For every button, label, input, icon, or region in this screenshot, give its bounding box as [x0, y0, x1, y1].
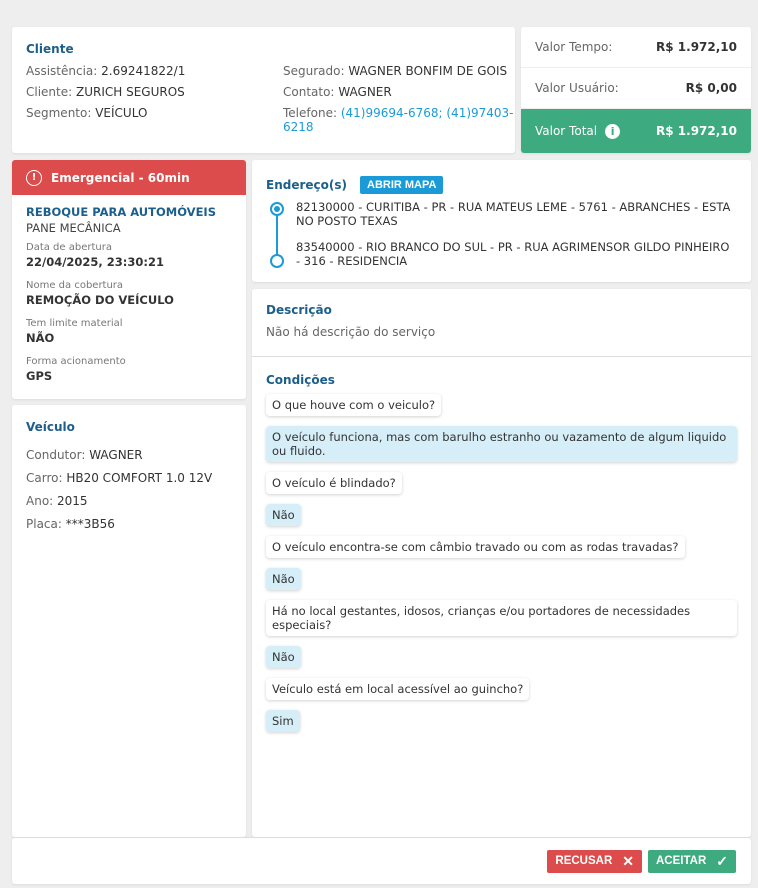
field-label: Forma acionamento	[26, 356, 126, 367]
origin-marker-icon	[270, 202, 284, 216]
field-label: Data de abertura	[26, 242, 112, 253]
valor-total-value: R$ 1.972,10	[656, 124, 737, 138]
emergency-label: Emergencial - 60min	[51, 170, 190, 185]
valor-usuario-value: R$ 0,00	[685, 81, 737, 95]
emergency-badge	[12, 160, 246, 195]
address-title: Endereço(s)	[266, 178, 347, 192]
field-value: NÃO	[26, 331, 55, 345]
segurado-row	[283, 64, 507, 78]
close-icon: ✕	[622, 852, 634, 869]
refuse-label: RECUSAR	[555, 855, 613, 867]
condition-answer: Não	[266, 504, 301, 526]
service-card	[12, 160, 246, 399]
field-value: REMOÇÃO DO VEÍCULO	[26, 293, 174, 307]
segmento-value: VEÍCULO	[95, 106, 148, 120]
valor-total-row	[521, 109, 751, 153]
placa-label: Placa:	[26, 517, 62, 531]
client-title: Cliente	[26, 42, 74, 56]
condition-question: Veículo está em local acessível ao guincho?	[266, 678, 529, 700]
vehicle-card	[12, 405, 246, 837]
condition-answer: Não	[266, 646, 301, 668]
ano-label: Ano:	[26, 494, 54, 508]
valor-total-label-wrap	[535, 124, 620, 139]
details-card	[252, 289, 751, 837]
accept-button[interactable]	[648, 850, 736, 873]
vehicle-title: Veículo	[26, 420, 75, 434]
description-section	[252, 289, 751, 357]
valor-tempo-label: Valor Tempo:	[535, 40, 613, 54]
field-value: 22/04/2025, 23:30:21	[26, 255, 164, 269]
segmento-row	[26, 106, 147, 120]
conditions-title: Condições	[266, 373, 335, 387]
contato-value: WAGNER	[338, 85, 392, 99]
open-map-button[interactable]: ABRIR MAPA	[360, 176, 443, 194]
placa-row	[26, 517, 232, 531]
ano-row	[26, 494, 232, 508]
refuse-button[interactable]	[547, 850, 642, 873]
assistencia-label: Assistência:	[26, 64, 98, 78]
address-destination: 83540000 - RIO BRANCO DO SUL - PR - RUA AGRIMENSOR GILDO PINHEIRO - 316 - RESIDENCIA	[296, 240, 730, 268]
accept-label: ACEITAR	[656, 855, 707, 867]
footer-bar	[12, 837, 751, 884]
address-card	[252, 160, 751, 282]
address-origin: 82130000 - CURITIBA - PR - RUA MATEUS LEME - 5761 - ABRANCHES - ESTA NO POSTO TEXAS	[296, 200, 731, 228]
service-title: REBOQUE PARA AUTOMÓVEIS	[26, 205, 216, 219]
condition-question: Há no local gestantes, idosos, crianças e/ou portadores de necessidades especiais?	[266, 600, 737, 636]
valor-tempo-row	[521, 27, 751, 68]
condition-answer: Não	[266, 568, 301, 590]
segmento-label: Segmento:	[26, 106, 92, 120]
field-value: GPS	[26, 369, 53, 383]
valor-usuario-label: Valor Usuário:	[535, 81, 619, 95]
contato-row	[283, 85, 392, 99]
carro-value: HB20 COMFORT 1.0 12V	[66, 471, 213, 485]
cliente-row	[26, 85, 185, 99]
description-title: Descrição	[266, 303, 332, 317]
telefone-link-2[interactable]: (41)97403-6218	[283, 106, 514, 134]
condition-answer: O veículo funciona, mas com barulho estranho ou vazamento de algum liquido ou fluido.	[266, 426, 737, 462]
valor-usuario-row	[521, 68, 751, 109]
condutor-label: Condutor:	[26, 448, 86, 462]
assistencia-value: 2.69241822/1	[101, 64, 186, 78]
segurado-value: WAGNER BONFIM DE GOIS	[348, 64, 508, 78]
field-label: Tem limite material	[26, 318, 123, 329]
field-label: Nome da cobertura	[26, 280, 124, 291]
alert-icon: !	[26, 170, 42, 186]
condutor-row	[26, 448, 232, 462]
contato-label: Contato:	[283, 85, 335, 99]
condition-question: O que houve com o veiculo?	[266, 394, 441, 416]
telefone-link-1[interactable]: (41)99694-6768	[340, 106, 439, 120]
cliente-value: ZURICH SEGUROS	[76, 85, 185, 99]
assistencia-row	[26, 64, 185, 78]
valor-total-label: Valor Total	[535, 123, 598, 138]
telefone-row	[283, 106, 515, 134]
segurado-label: Segurado:	[283, 64, 345, 78]
cliente-label: Cliente:	[26, 85, 73, 99]
condition-question: O veículo encontra-se com câmbio travado ou com as rodas travadas?	[266, 536, 685, 558]
condition-answer: Sim	[266, 710, 300, 732]
ano-value: 2015	[57, 494, 88, 508]
address-list	[266, 200, 737, 268]
telefone-label: Telefone:	[283, 106, 337, 120]
check-icon: ✓	[716, 852, 728, 869]
placa-value: ***3B56	[65, 517, 115, 531]
destination-marker-icon	[270, 254, 284, 268]
client-card	[12, 27, 515, 153]
description-text: Não há descrição do serviço	[266, 325, 436, 339]
service-subtitle: PANE MECÂNICA	[26, 221, 121, 235]
carro-label: Carro:	[26, 471, 63, 485]
telefone-separator: ;	[438, 106, 447, 120]
info-icon[interactable]: i	[605, 124, 620, 139]
conditions-section	[252, 357, 751, 748]
condition-question: O veículo é blindado?	[266, 472, 402, 494]
condutor-value: WAGNER	[89, 448, 143, 462]
values-card	[521, 27, 751, 153]
carro-row	[26, 471, 232, 485]
valor-tempo-value: R$ 1.972,10	[656, 40, 737, 54]
